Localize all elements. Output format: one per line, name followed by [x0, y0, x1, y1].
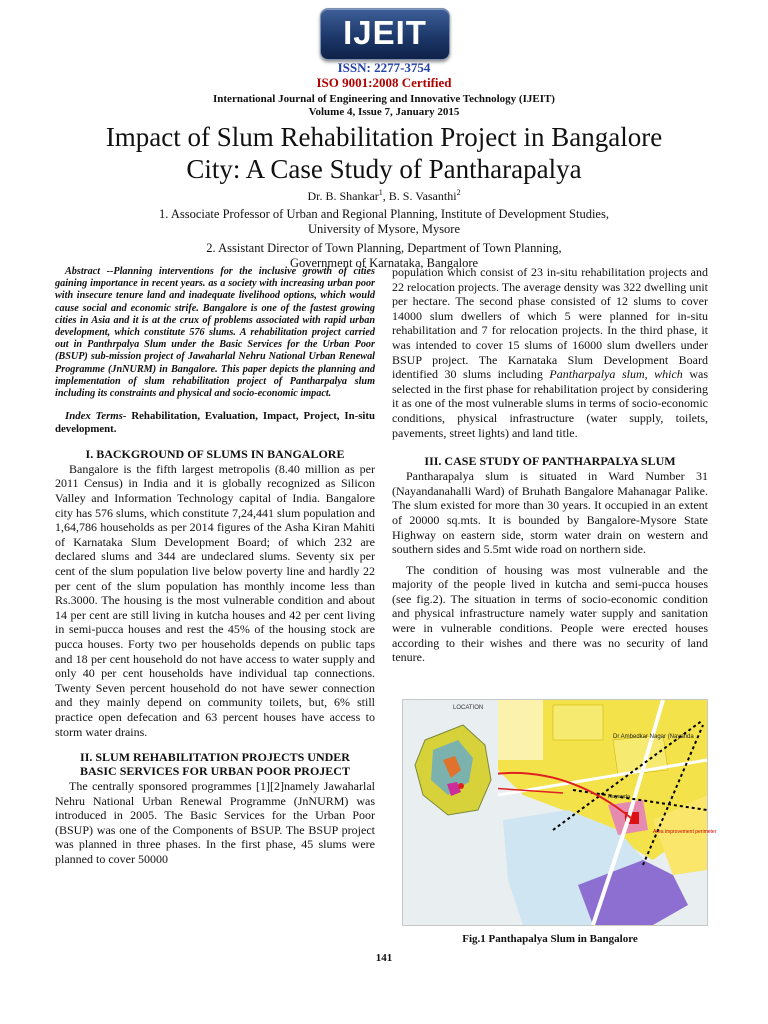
continued-italic: Pantharpalya slum, which — [549, 367, 683, 382]
author-1-sup: 1 — [378, 188, 383, 197]
land-parcel — [498, 700, 543, 760]
section-3-para-2: The condition of housing was most vulnerable and the majority of the people lived in kutcha and semi-pucca houses (see fig.2). The situation in terms of socio-economic condition and physical infrastructure namely water supply and sanitation were in vulnerable conditions. People were erected houses according to their wishes and there was no security of land tenure. — [392, 562, 708, 665]
affiliation-1-line-1: 1. Associate Professor of Urban and Regional Planning, Institute of Development Studies, — [159, 207, 609, 221]
label-location: LOCATION — [453, 705, 484, 711]
figure-caption: Fig.1 Panthapalya Slum in Bangalore — [462, 933, 638, 945]
figure-map — [402, 699, 717, 926]
continued-text-b: was selected in the first phase for rehabilitation project by considering it as one of the most vulnerable slums in terms of socio-economic conditions, physical infrastructure (water supply, toilets, pavements, street lights) and land title. — [392, 367, 708, 440]
label-area-improvement: Area improvement perimeter — [653, 829, 717, 835]
title-line-2: City: A Case Study of Pantharapalya — [186, 154, 582, 184]
author-line — [0, 186, 768, 203]
index-terms — [55, 410, 375, 436]
volume-issue: Volume 4, Issue 7, January 2015 — [308, 106, 460, 118]
abstract: Abstract --Planning interventions for the inclusive growth of cities gaining importance in recent years. as a society with increasing urban poor with insecure tenure land and inadequate livelihood options, which would cause social and economic strife. Bangalore is one of the fastest growing cities in Asia and it is at the crux of problems associated with rapid urban development, which constitute 576 slums. A rehabilitation project carried out in Panthrpalya Slum under the Basic Services for the Urban Poor (BSUP) sub-mission project of Jawaharlal Nehru National Urban Renewal Programme (JnNURM) in Bangalore. This paper depicts the planning and implementation of slum rehabilitation project of Pantharpalya slum including its constraints and physical and socio-economic impact. — [55, 266, 375, 400]
journal-logo — [320, 8, 450, 60]
label-nayanda: Nayanda — [608, 794, 631, 800]
section-1-body: Bangalore is the fifth largest metropolis (8.40 million as per 2011 Census) in India and it is globally recognized as Silicon Valley and Information Technology capital of India. Bangalore city has 576 slums, which constitute 7,24,441 slum population and 1,64,786 households as per 2014 figures of the Asha Kiran Mahiti of Karnataka Slum Development Board; of which 232 are declared slums and 344 are undeclared slums. Seventy six per cent of the slum population live below poverty line and hardly 22 per cent of the slum population has monthly income less than Rs.3000. The housing is the most vulnerable condition and about 14 per cent are still living in kutcha houses and 42 per cent living in semi-pucca houses and rest the 45% of the housing stock are pucca houses. Forty two per households depends on public taps and 18 per cent household do not have access to water supply and only 40 per cent households have individual tap connections. Twenty Seven percent household do not have sewer connection and they mainly depend on community toilets, but, 6% still practice open defecation and 63 percent houses have access to storm water drains. — [55, 461, 375, 739]
author-2-sup: 2 — [456, 188, 461, 197]
issn: ISSN: 2277-3754 — [337, 60, 431, 75]
index-terms-list: Rehabilitation, Evaluation, Impact, Project, In-situ development. — [55, 410, 375, 436]
affiliation-2-line-1: 2. Assistant Director of Town Planning, Department of Town Planning, — [206, 241, 562, 255]
continued-text-a: population which consist of 23 in-situ rehabilitation projects and 22 relocation projects. The average density was 322 dwelling unit per hectare. The second phase consisted of 12 slums to cover 14000 slum dwellers of which 5 were planned for in-situ rehabilitation and 7 for relocation projects. In the third phase, it was intended to cover 15 slums of 16000 slum dwellers under BSUP project. The Karnataka Slum Development Board identified 30 slums including — [392, 265, 708, 382]
land-parcel — [553, 705, 603, 740]
affiliation-2-line-2: Government of Karnataka, Bangalore — [289, 256, 479, 270]
map-illustration — [403, 700, 717, 925]
page-number: 141 — [375, 952, 393, 964]
logo-text: IJEIT — [343, 14, 427, 51]
author-1: Dr. B. Shankar — [307, 189, 379, 203]
section-3-para-1: Pantharapalya slum is situated in Ward Number 31 (Nayandanahalli Ward) of Bruhath Bangalore Mahanagar Palike. The slum existed for more than 30 years. It occupied in an extent of 20000 sq.mts. It is bounded by Bangalore-Mysore State Highway on eastern side, storm water drain on western and southern sides and 5.5mt wide road on northern side. — [392, 469, 708, 557]
location-marker — [458, 783, 464, 789]
index-terms-label: Index Terms- — [65, 410, 127, 423]
title-line-1: Impact of Slum Rehabilitation Project in Bangalore — [105, 122, 663, 152]
section-2-body: The centrally sponsored programmes [1][2]namely Jawaharlal Nehru National Urban Renewal Programme (JnNURM) was introduced in 2005. The Basic Services for the Urban Poor (BSUP) was one of the Components of BSUP. The BSUP project was planned in three phases. In the first phase, 45 slums were planned to cover 50000 — [55, 779, 375, 867]
right-column — [392, 265, 708, 665]
author-2: , B. S. Vasanthi — [382, 189, 457, 203]
section-2-heading: II. SLUM REHABILITATION PROJECTS UNDER BASIC SERVICES FOR URBAN POOR PROJECT — [80, 750, 350, 779]
label-ambedkar-nagar: Dr Ambedkar Nagar (Nayanda — [613, 734, 694, 740]
iso-certification: ISO 9001:2008 Certified — [316, 75, 452, 90]
affiliation-1-line-2: University of Mysore, Mysore — [307, 222, 461, 236]
section-3-heading: III. CASE STUDY OF PANTHARPALYA SLUM — [424, 454, 676, 469]
author-block — [0, 186, 768, 271]
paper-title — [20, 121, 748, 185]
section-1-heading: I. BACKGROUND OF SLUMS IN BANGALORE — [85, 446, 345, 461]
section-2-continued — [392, 265, 708, 440]
journal-name: International Journal of Engineering and Innovative Technology (IJEIT) — [213, 93, 555, 105]
left-column — [55, 266, 375, 867]
